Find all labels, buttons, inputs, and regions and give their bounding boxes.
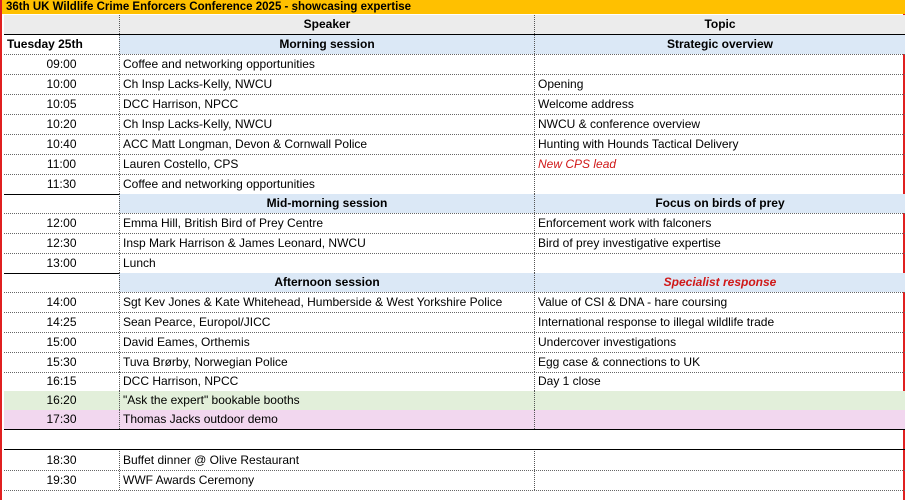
time-cell[interactable]: 12:30	[46, 236, 77, 250]
speaker-cell[interactable]: Buffet dinner @ Olive Restaurant	[119, 451, 534, 470]
time-cell[interactable]: 16:15	[46, 374, 77, 388]
time-cell[interactable]: 10:00	[46, 77, 77, 91]
topic-cell[interactable]	[534, 430, 905, 449]
time-cell[interactable]: 12:00	[46, 216, 77, 230]
table-row	[4, 115, 905, 135]
speaker-cell[interactable]: Sean Pearce, Europol/JICC	[119, 313, 534, 332]
time-cell[interactable]: 11:00	[46, 157, 77, 171]
session-title[interactable]: Mid-morning session	[119, 194, 534, 213]
table-row	[4, 175, 905, 195]
table-row-blank	[4, 430, 905, 450]
topic-cell[interactable]	[534, 451, 905, 470]
time-cell[interactable]: 18:30	[46, 453, 77, 467]
topic-cell[interactable]: International response to illegal wildlife trade	[534, 313, 905, 332]
day-label[interactable]: Tuesday 25th	[7, 37, 83, 51]
header-time-cell[interactable]	[4, 15, 119, 34]
topic-cell[interactable]: Hunting with Hounds Tactical Delivery	[534, 135, 905, 154]
time-cell[interactable]	[4, 273, 119, 292]
time-cell[interactable]: 10:05	[46, 97, 77, 111]
time-cell[interactable]: 14:00	[46, 295, 77, 309]
table-row	[4, 273, 905, 293]
table-row	[4, 372, 905, 392]
time-cell[interactable]	[4, 430, 119, 449]
time-cell[interactable]: 09:00	[46, 57, 77, 71]
speaker-cell[interactable]: Thomas Jacks outdoor demo	[119, 410, 534, 429]
speaker-cell[interactable]: Insp Mark Harrison & James Leonard, NWCU	[119, 234, 534, 253]
time-cell[interactable]: 17:30	[46, 412, 77, 426]
time-cell[interactable]: 16:20	[46, 393, 77, 407]
time-cell[interactable]: 19:30	[46, 473, 77, 487]
table-row	[4, 55, 905, 75]
session-theme[interactable]: Specialist response	[534, 273, 905, 292]
session-theme[interactable]: Strategic overview	[534, 35, 905, 54]
table-row	[4, 234, 905, 254]
speaker-cell[interactable]: DCC Harrison, NPCC	[119, 372, 534, 391]
topic-cell[interactable]	[534, 391, 905, 410]
topic-cell[interactable]	[534, 254, 905, 273]
time-cell[interactable]: 15:00	[46, 335, 77, 349]
topic-cell[interactable]	[534, 410, 905, 429]
table-row	[4, 214, 905, 234]
topic-cell[interactable]: NWCU & conference overview	[534, 115, 905, 134]
header-topic[interactable]: Topic	[534, 15, 905, 34]
speaker-cell[interactable]: "Ask the expert" bookable booths	[119, 391, 534, 410]
speaker-cell[interactable]: Emma Hill, British Bird of Prey Centre	[119, 214, 534, 233]
header-speaker[interactable]: Speaker	[119, 15, 534, 34]
speaker-cell[interactable]: Sgt Kev Jones & Kate Whitehead, Humberside & West Yorkshire Police	[119, 293, 534, 312]
topic-cell[interactable]: Day 1 close	[534, 372, 905, 391]
table-row	[4, 155, 905, 175]
speaker-cell[interactable]: DCC Harrison, NPCC	[119, 95, 534, 114]
table-row	[4, 254, 905, 274]
table-row	[4, 135, 905, 155]
time-cell[interactable]	[4, 194, 119, 213]
table-row	[4, 451, 905, 471]
topic-cell[interactable]	[534, 175, 905, 194]
table-row	[4, 313, 905, 333]
table-row	[4, 95, 905, 115]
table-row	[4, 293, 905, 313]
topic-cell-highlight[interactable]: New CPS lead	[534, 155, 905, 174]
topic-cell[interactable]: Welcome address	[534, 95, 905, 114]
speaker-cell[interactable]: Lauren Costello, CPS	[119, 155, 534, 174]
session-theme[interactable]: Focus on birds of prey	[534, 194, 905, 213]
table-row-booths	[4, 391, 905, 411]
time-cell[interactable]: 10:20	[46, 117, 77, 131]
speaker-cell[interactable]: Ch Insp Lacks-Kelly, NWCU	[119, 75, 534, 94]
topic-cell[interactable]: Egg case & connections to UK	[534, 353, 905, 372]
speaker-cell[interactable]: Coffee and networking opportunities	[119, 175, 534, 194]
topic-cell[interactable]: Enforcement work with falconers	[534, 214, 905, 233]
time-cell[interactable]: 13:00	[46, 256, 77, 270]
time-cell[interactable]: 11:30	[46, 177, 77, 191]
topic-cell[interactable]: Opening	[534, 75, 905, 94]
header-row	[4, 15, 905, 35]
table-row	[4, 471, 905, 491]
topic-cell[interactable]: Value of CSI & DNA - hare coursing	[534, 293, 905, 312]
table-row	[4, 35, 905, 55]
table-row	[4, 353, 905, 373]
speaker-cell[interactable]	[119, 430, 534, 449]
time-cell[interactable]: 10:40	[46, 137, 77, 151]
time-cell[interactable]: 15:30	[46, 355, 77, 369]
table-row-demo	[4, 410, 905, 430]
speaker-cell[interactable]: David Eames, Orthemis	[119, 333, 534, 352]
session-title[interactable]: Afternoon session	[119, 273, 534, 292]
speaker-cell[interactable]: Coffee and networking opportunities	[119, 55, 534, 74]
conference-title[interactable]: 36th UK Wildlife Crime Enforcers Conference 2025 - showcasing expertise	[2, 0, 905, 14]
speaker-cell[interactable]: ACC Matt Longman, Devon & Cornwall Police	[119, 135, 534, 154]
speaker-cell[interactable]: Lunch	[119, 254, 534, 273]
topic-cell[interactable]	[534, 55, 905, 74]
speaker-cell[interactable]: Ch Insp Lacks-Kelly, NWCU	[119, 115, 534, 134]
table-row	[4, 75, 905, 95]
speaker-cell[interactable]: Tuva Brørby, Norwegian Police	[119, 353, 534, 372]
table-row	[4, 333, 905, 353]
table-row	[4, 194, 905, 214]
speaker-cell[interactable]: WWF Awards Ceremony	[119, 471, 534, 490]
time-cell[interactable]: 14:25	[46, 315, 77, 329]
topic-cell[interactable]	[534, 471, 905, 490]
topic-cell[interactable]: Undercover investigations	[534, 333, 905, 352]
topic-cell[interactable]: Bird of prey investigative expertise	[534, 234, 905, 253]
session-title[interactable]: Morning session	[119, 35, 534, 54]
